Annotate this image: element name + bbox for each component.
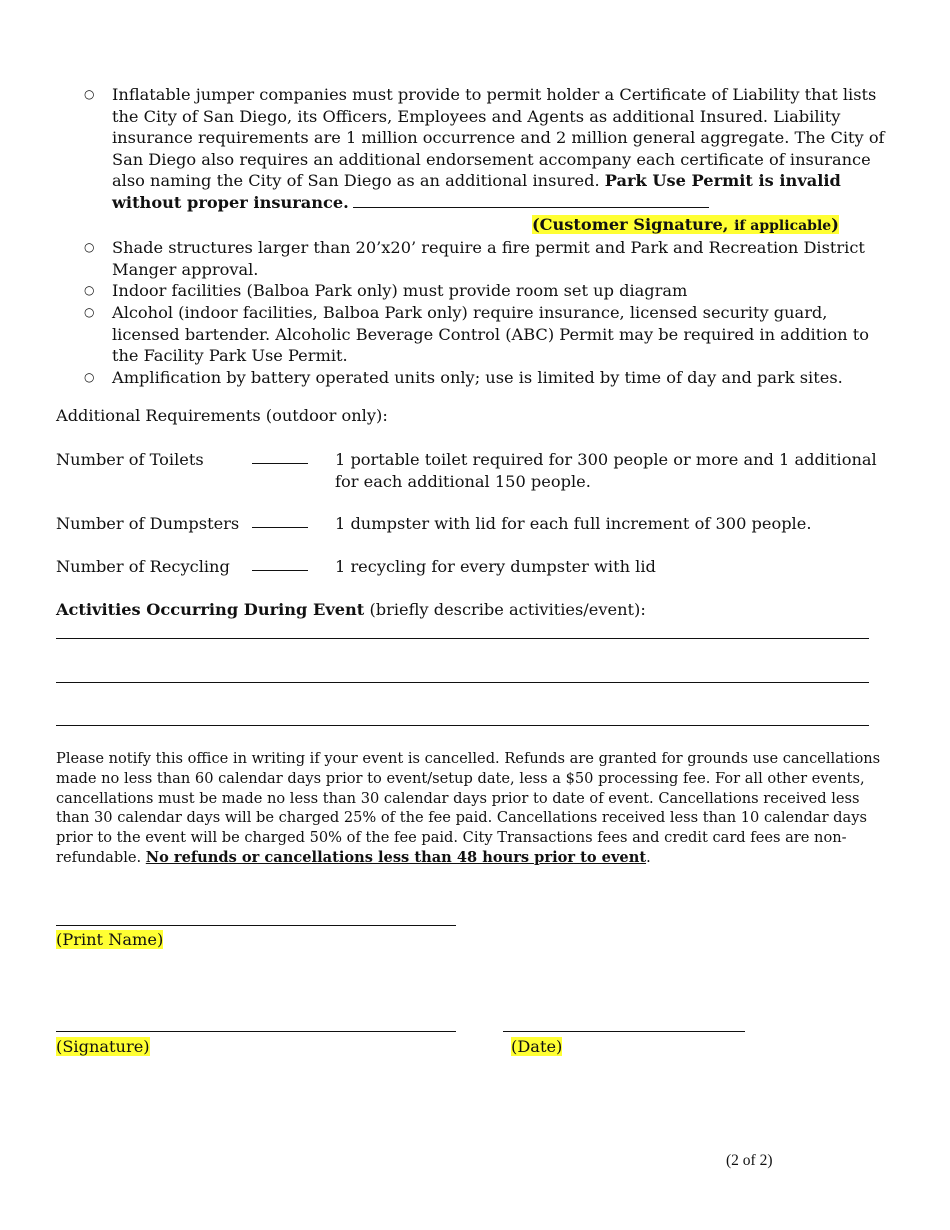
customer-signature-label: (Customer Signature, if applicable) bbox=[532, 214, 839, 234]
list-item bbox=[84, 302, 892, 367]
recycling-description: 1 recycling for every dumpster with lid bbox=[335, 557, 656, 576]
dumpsters-input[interactable] bbox=[252, 513, 308, 528]
dumpsters-label: Number of Dumpsters bbox=[56, 514, 240, 533]
additional-requirements-heading: Additional Requirements (outdoor only): bbox=[56, 406, 388, 425]
toilets-description: 1 portable toilet required for 300 people or more and 1 additional for each additional 150 people. bbox=[335, 450, 877, 491]
page-number: (2 of 2) bbox=[726, 1152, 773, 1169]
print-name-line[interactable] bbox=[56, 925, 456, 926]
requirements-list bbox=[84, 84, 892, 388]
list-item bbox=[84, 280, 892, 302]
activities-line[interactable] bbox=[56, 638, 869, 639]
toilets-label: Number of Toilets bbox=[56, 450, 204, 469]
activities-line[interactable] bbox=[56, 682, 869, 683]
circle-bullet-icon: ○ bbox=[84, 304, 95, 319]
activities-line[interactable] bbox=[56, 725, 869, 726]
bullet-text: Indoor facilities (Balboa Park only) must provide room set up diagram bbox=[112, 281, 688, 301]
recycling-input[interactable] bbox=[252, 556, 308, 571]
circle-bullet-icon: ○ bbox=[84, 87, 95, 101]
date-line[interactable] bbox=[503, 1031, 745, 1032]
recycling-label: Number of Recycling bbox=[56, 557, 230, 576]
circle-bullet-icon: ○ bbox=[84, 369, 95, 384]
bullet-text: Inflatable jumper companies must provide to permit holder a Certificate of Liability that lists the City of San Diego, its Officers, Employees and Agents as additional Insured. Liability insurance requirements are 1 million occurrence and 2 million general aggregate. The City of San Diego also requires an additional endorsement accompany each certificate of insurance also naming the City of San Diego as an additional insured. bbox=[112, 85, 885, 191]
list-item bbox=[84, 237, 892, 280]
toilets-row bbox=[56, 449, 896, 493]
customer-signature-line[interactable] bbox=[353, 193, 709, 208]
dumpsters-row bbox=[56, 513, 896, 535]
circle-bullet-icon: ○ bbox=[84, 240, 95, 255]
toilets-input[interactable] bbox=[252, 449, 308, 464]
signature-label: (Signature) bbox=[56, 1037, 150, 1056]
no-refunds-warning: No refunds or cancellations less than 48 hours prior to event bbox=[145, 848, 647, 866]
activities-heading: Activities Occurring During Event (briefly describe activities/event): bbox=[56, 600, 646, 619]
bullet-text: Alcohol (indoor facilities, Balboa Park only) require insurance, licensed security guard, licensed bartender. Alcoholic Beverage Control (ABC) Permit may be required in addition to the Facility Park Use Permit. bbox=[112, 302, 869, 366]
cancellation-notice: Please notify this office in writing if your event is cancelled. Refunds are granted for grounds use cancellations made no less than 60 calendar days prior to event/setup date, less a $50 processing fee. For all other events, cancellations must be made no less than 30 calendar days prior to date of event. Cancellations received less than 30 calendar days will be charged 25% of the fee paid. Cancellations received less than 10 calendar days prior to the event will be charged 50% of the fee paid. City Transactions fees and credit card fees are non-refundable. No refunds or cancellations less than 48 hours prior to event. bbox=[56, 750, 881, 866]
list-item bbox=[84, 84, 892, 237]
bullet-bold-text: Park Use Permit is invalid without proper insurance. bbox=[112, 171, 841, 212]
circle-bullet-icon: ○ bbox=[84, 283, 95, 298]
recycling-row bbox=[56, 556, 896, 578]
signature-line[interactable] bbox=[56, 1031, 456, 1032]
date-label: (Date) bbox=[511, 1037, 563, 1056]
dumpsters-description: 1 dumpster with lid for each full increment of 300 people. bbox=[335, 514, 812, 533]
bullet-text: Shade structures larger than 20’x20’ require a fire permit and Park and Recreation District Manger approval. bbox=[112, 238, 865, 279]
print-name-label: (Print Name) bbox=[56, 930, 164, 949]
list-item bbox=[84, 367, 892, 389]
bullet-text: Amplification by battery operated units only; use is limited by time of day and park sites. bbox=[112, 367, 843, 387]
